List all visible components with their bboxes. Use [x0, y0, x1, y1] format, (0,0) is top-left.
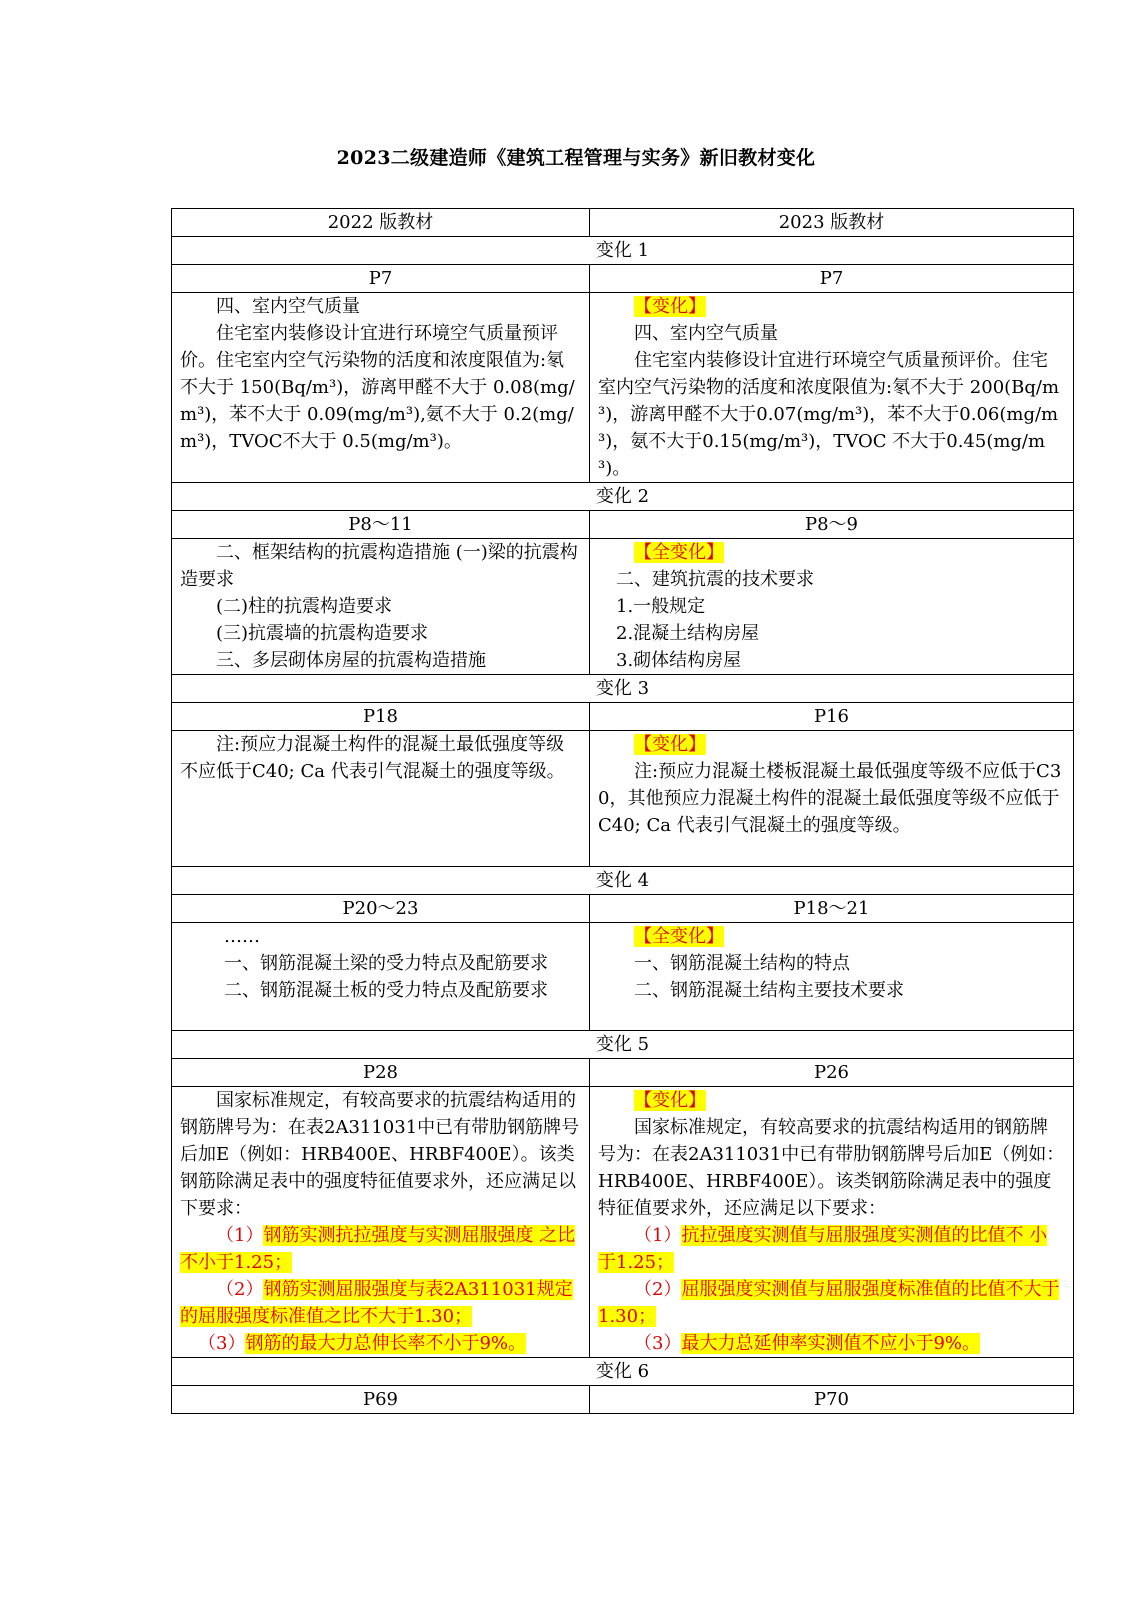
new-page-ref: P18～21 — [590, 895, 1074, 923]
old-content-cell — [172, 539, 590, 675]
page-row — [172, 703, 1074, 731]
page-row — [172, 1059, 1074, 1087]
old-page-ref: P8～11 — [172, 511, 590, 539]
new-page-ref: P16 — [590, 703, 1074, 731]
new-page-ref: P8～9 — [590, 511, 1074, 539]
old-page-ref: P18 — [172, 703, 590, 731]
old-item: (二)柱的抗震构造要求 — [216, 596, 393, 617]
old-item: (三)抗震墙的抗震构造要求 — [216, 623, 429, 644]
change-label: 变化 6 — [172, 1358, 1074, 1386]
old-content-cell — [172, 1087, 590, 1358]
page-row — [172, 1386, 1074, 1414]
old-heading: 四、室内空气质量 — [216, 296, 360, 317]
old-paragraph: 注:预应力混凝土构件的混凝土最低强度等级不应低于C40; Ca 代表引气混凝土的强度等级。 — [180, 734, 565, 782]
content-row — [172, 539, 1074, 675]
change-tag: 【全变化】 — [634, 926, 724, 947]
header-new-edition: 2023 版教材 — [590, 209, 1074, 237]
new-paragraph: 住宅室内装修设计宜进行环境空气质量预评价。住宅室内空气污染物的活度和浓度限值为:氡不大于 200(Bq/m³)，游离甲醛不大于0.07(mg/m³)，苯不大于0.06(mg/m³)，氨不大于0.15(mg/m³)，TVOC 不大于0.45(mg/m³)。 — [598, 350, 1060, 479]
page-row — [172, 511, 1074, 539]
new-item: 2.混凝土结构房屋 — [616, 623, 760, 644]
change-tag: 【全变化】 — [634, 542, 724, 563]
change-label: 变化 1 — [172, 237, 1074, 265]
old-paragraph: 住宅室内装修设计宜进行环境空气质量预评价。住宅室内空气污染物的活度和浓度限值为:氡不大于 150(Bq/m³)，游离甲醛不大于 0.08(mg/m³)，苯不大于 0.09(mg/m³),氨不大于 0.2(mg/m³)，TVOC不大于 0.5(mg/m³)。 — [180, 323, 575, 452]
new-item: 二、钢筋混凝土结构主要技术要求 — [634, 980, 904, 1001]
old-paragraph: 国家标准规定，有较高要求的抗震结构适用的钢筋牌号为：在表2A311031中已有带肋钢筋牌号后加E（例如：HRB400E、HRBF400E）。该类钢筋除满足表中的强度特征值要求外，还应满足以下要求： — [180, 1090, 580, 1219]
new-content-cell — [590, 539, 1074, 675]
new-paragraph: 国家标准规定，有较高要求的抗震结构适用的钢筋牌号为：在表2A311031中已有带肋钢筋牌号后加E（例如：HRB400E、HRBF400E）。该类钢筋除满足表中的强度特征值要求外，还应满足以下要求： — [598, 1117, 1065, 1219]
change-tag: 【变化】 — [634, 734, 706, 755]
new-heading: 二、建筑抗震的技术要求 — [616, 569, 814, 590]
change-label: 变化 3 — [172, 675, 1074, 703]
old-ellipsis: …… — [224, 926, 260, 947]
new-content-cell — [590, 923, 1074, 1031]
highlighted-requirement: 钢筋的最大力总伸长率不小于9%。 — [245, 1333, 527, 1354]
old-paragraph: 一、钢筋混凝土梁的受力特点及配筋要求二、钢筋混凝土板的受力特点及配筋要求 — [224, 953, 548, 1001]
content-row — [172, 923, 1074, 1031]
new-page-ref: P7 — [590, 265, 1074, 293]
old-page-ref: P28 — [172, 1059, 590, 1087]
item-number: （1） — [216, 1225, 264, 1246]
new-content-cell — [590, 731, 1074, 867]
new-page-ref: P70 — [590, 1386, 1074, 1414]
new-page-ref: P26 — [590, 1059, 1074, 1087]
highlighted-requirement: 抗拉强度实测值与屈服强度实测值的比值不 小于1.25； — [598, 1225, 1048, 1273]
old-content-cell — [172, 731, 590, 867]
new-item: 一、钢筋混凝土结构的特点 — [634, 953, 850, 974]
table-header-row — [172, 209, 1074, 237]
highlighted-requirement: 屈服强度实测值与屈服强度标准值的比值不大于1.30； — [598, 1279, 1060, 1327]
page-title: 2023二级建造师《建筑工程管理与实务》新旧教材变化 — [336, 147, 816, 169]
change-row — [172, 483, 1074, 511]
highlighted-requirement: 钢筋实测屈服强度与表2A311031规定的屈服强度标准值之比不大于1.30； — [180, 1279, 573, 1327]
content-row — [172, 731, 1074, 867]
header-old-edition: 2022 版教材 — [172, 209, 590, 237]
change-row — [172, 237, 1074, 265]
change-row — [172, 675, 1074, 703]
item-number: （3） — [634, 1333, 682, 1354]
new-content-cell — [590, 293, 1074, 483]
old-page-ref: P69 — [172, 1386, 590, 1414]
change-label: 变化 4 — [172, 867, 1074, 895]
new-heading: 四、室内空气质量 — [634, 323, 778, 344]
item-number: （2） — [634, 1279, 682, 1300]
page-row — [172, 895, 1074, 923]
change-label: 变化 2 — [172, 483, 1074, 511]
old-content-cell — [172, 293, 590, 483]
page-row — [172, 265, 1074, 293]
old-item: 三、多层砌体房屋的抗震构造措施 — [216, 650, 486, 671]
change-label: 变化 5 — [172, 1031, 1074, 1059]
change-row — [172, 1031, 1074, 1059]
content-row — [172, 1087, 1074, 1358]
old-page-ref: P20～23 — [172, 895, 590, 923]
change-row — [172, 867, 1074, 895]
highlighted-requirement: 钢筋实测抗拉强度与实测屈服强度 之比不小于1.25； — [180, 1225, 576, 1273]
highlighted-requirement: 最大力总延伸率实测值不应小于9%。 — [681, 1333, 981, 1354]
old-page-ref: P7 — [172, 265, 590, 293]
item-number: （2） — [216, 1279, 264, 1300]
item-number: （1） — [634, 1225, 682, 1246]
new-paragraph: 注:预应力混凝土楼板混凝土最低强度等级不应低于C30，其他预应力混凝土构件的混凝土最低强度等级不应低于C40; Ca 代表引气混凝土的强度等级。 — [598, 761, 1062, 836]
change-row — [172, 1358, 1074, 1386]
old-content-cell — [172, 923, 590, 1031]
comparison-table — [171, 208, 1074, 1414]
new-item: 1.一般规定 — [616, 596, 706, 617]
item-number: （3） — [198, 1333, 246, 1354]
change-tag: 【变化】 — [634, 1090, 706, 1111]
old-heading: 二、框架结构的抗震构造措施 (一)梁的抗震构造要求 — [180, 542, 578, 590]
new-item: 3.砌体结构房屋 — [616, 650, 742, 671]
change-tag: 【变化】 — [634, 296, 706, 317]
content-row — [172, 293, 1074, 483]
new-content-cell — [590, 1087, 1074, 1358]
